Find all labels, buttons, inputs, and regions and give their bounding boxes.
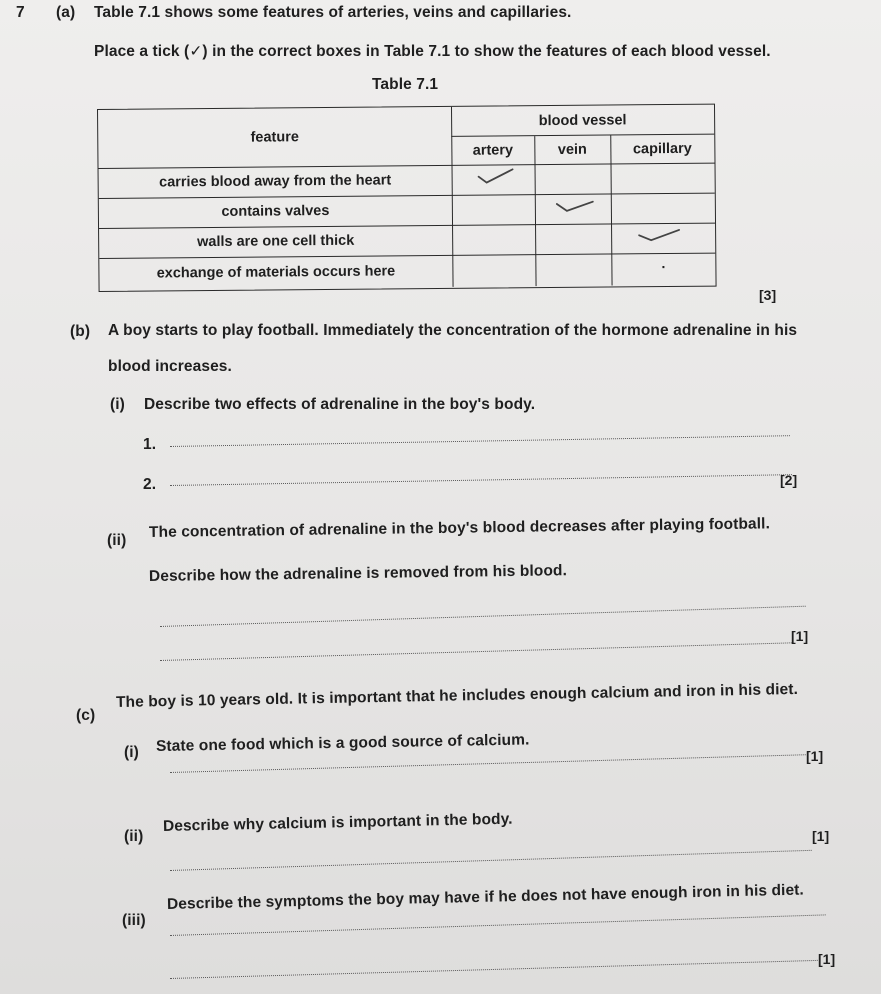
part-c-stem: The boy is 10 years old. It is important that he includes enough calcium and iron in his diet.	[115, 680, 799, 711]
part-b-ii-text: The concentration of adrenaline in the boy's blood decreases after playing football.	[148, 515, 771, 541]
part-c-ii-marks: [1]	[812, 828, 830, 844]
blood-vessel-header: blood vessel	[538, 111, 627, 129]
column-header-capillary: capillary	[632, 140, 692, 157]
part-c-i-label: (i)	[124, 744, 139, 761]
tick-mark-icon	[555, 198, 595, 214]
part-c-iii-label: (iii)	[122, 912, 146, 929]
answer-item-2-label: 2.	[143, 476, 157, 493]
answer-line-c-ii[interactable]	[170, 850, 812, 871]
feature-header: feature	[250, 129, 299, 146]
part-c-ii-text: Describe why calcium is important in the body.	[162, 810, 513, 835]
part-b-i-marks: [2]	[780, 472, 798, 488]
part-c-iii-text: Describe the symptoms the boy may have if he does not have enough iron in his diet.	[166, 881, 805, 913]
part-a-intro: Table 7.1 shows some features of arteries, veins and capillaries.	[94, 4, 572, 21]
question-number: 7	[16, 4, 25, 21]
answer-line-c-iii-1[interactable]	[170, 914, 826, 936]
column-header-artery: artery	[472, 141, 514, 159]
row-feature-carries-blood: carries blood away from the heart	[159, 172, 392, 191]
part-c-label: (c)	[76, 707, 96, 724]
tick-mark-icon	[477, 166, 515, 184]
part-a-label: (a)	[56, 4, 76, 21]
part-b-ii-label: (ii)	[107, 532, 127, 549]
row-feature-walls-one-cell: walls are one cell thick	[197, 232, 355, 251]
part-c-i-marks: [1]	[806, 748, 824, 764]
tick-mark-icon	[637, 227, 681, 243]
column-header-vein: vein	[557, 141, 587, 158]
part-b-i-label: (i)	[110, 396, 125, 413]
answer-line-c-iii-2[interactable]	[170, 960, 818, 979]
row-feature-exchange: exchange of materials occurs here	[156, 263, 396, 282]
table-caption: Table 7.1	[372, 76, 439, 93]
part-b-label: (b)	[70, 323, 91, 340]
part-b-ii-marks: [1]	[791, 628, 809, 644]
part-b-i-text: Describe two effects of adrenaline in the boy's body.	[144, 396, 536, 413]
part-a-instruction: Place a tick (✓) in the correct boxes in Table 7.1 to show the features of each blood vessel.	[94, 43, 771, 60]
row-feature-contains-valves: contains valves	[221, 202, 330, 220]
part-c-iii-marks: [1]	[818, 951, 836, 967]
part-c-ii-label: (ii)	[124, 828, 144, 845]
answer-line-b-ii-1[interactable]	[160, 606, 806, 627]
part-b-stem-line1: A boy starts to play football. Immediately the concentration of the hormone adrenaline in his	[108, 322, 798, 339]
part-b-ii-subtext: Describe how the adrenaline is removed from his blood.	[148, 562, 568, 585]
answer-line-b-ii-2[interactable]	[160, 642, 792, 661]
answer-line-b-i-2[interactable]	[170, 474, 792, 486]
answer-line-b-i-1[interactable]	[170, 435, 790, 447]
answer-line-c-i[interactable]	[170, 754, 806, 773]
blood-vessel-table	[97, 104, 717, 292]
part-b-stem-line2: blood increases.	[108, 358, 232, 375]
tick-cell-capillary-row4[interactable]: .	[661, 255, 666, 272]
part-a-marks: [3]	[759, 287, 777, 303]
part-c-i-text: State one food which is a good source of calcium.	[155, 731, 530, 755]
answer-item-1-label: 1.	[143, 436, 157, 453]
